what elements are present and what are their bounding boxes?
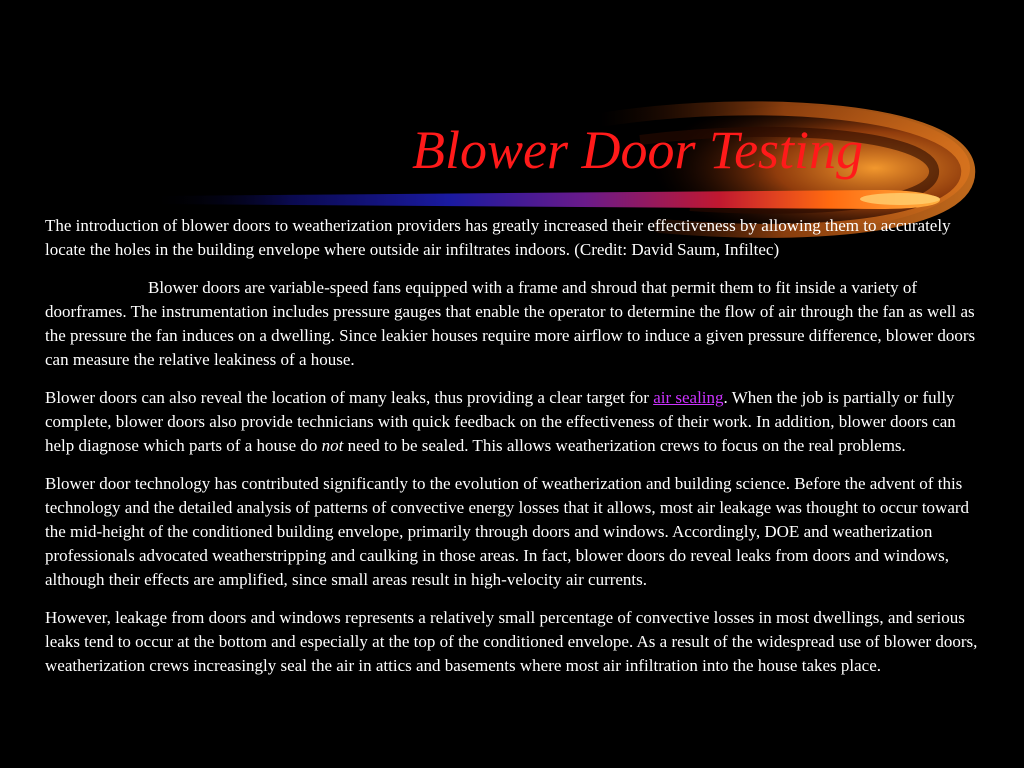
paragraph-leak-location [45, 386, 985, 458]
paragraph-leak-location-text-3: need to be sealed. This allows weatherization crews to focus on the real problems. [343, 436, 906, 455]
swoosh-bar [150, 190, 940, 209]
paragraph-leak-location-text-1: Blower doors can also reveal the location of many leaks, thus providing a clear target for [45, 388, 654, 407]
paragraph-leakage: However, leakage from doors and windows represents a relatively small percentage of convective losses in most dwellings, and serious leaks tend to occur at the bottom and especially at the top of the conditioned envelope. As a result of the widespread use of blower doors, weatherization crews increasingly seal the air in attics and basements where most air infiltration into the house takes place. [45, 608, 978, 675]
emphasis-not: not [321, 436, 344, 455]
swoosh-highlight [860, 193, 940, 205]
slide-title: Blower Door Testing [412, 120, 864, 180]
air-sealing-link[interactable]: air sealing [653, 388, 724, 407]
paragraph-description: Blower doors are variable-speed fans equipped with a frame and shroud that permit them to fit inside a variety of doorframes. The instrumentation includes pressure gauges that enable the operator to determine the flow of air through the fan as well as the pressure the fan induces on a dwelling. Since leakier houses require more airflow to induce a given pressure difference, blower doors can measure the relative leakiness of a house. [45, 278, 976, 369]
slide-body [45, 214, 985, 692]
paragraph-leak-location-text-2: . When the job is partially or fully complete, blower doors also provide technicians with quick feedback on the effectiveness of their work. In addition, blower doors can help diagnose which parts of a house do [45, 388, 956, 455]
paragraph-history: Blower door technology has contributed significantly to the evolution of weatherization and building science. Before the advent of this technology and the detailed analysis of patterns of convective energy losses that it allows, most air leakage was thought to occur toward the mid-height of the conditioned building envelope, primarily through doors and windows. Accordingly, DOE and weatherization professionals advocated weatherstripping and caulking in those areas. In fact, blower doors do reveal leaks from doors and windows, although their effects are amplified, since small areas result in high-velocity air currents. [45, 474, 970, 589]
paragraph-intro: The introduction of blower doors to weatherization providers has greatly increased their effectiveness by allowing them to accurately locate the holes in the building envelope where outside air infiltrates indoors. (Credit: David Saum, Infiltec) [45, 216, 951, 259]
